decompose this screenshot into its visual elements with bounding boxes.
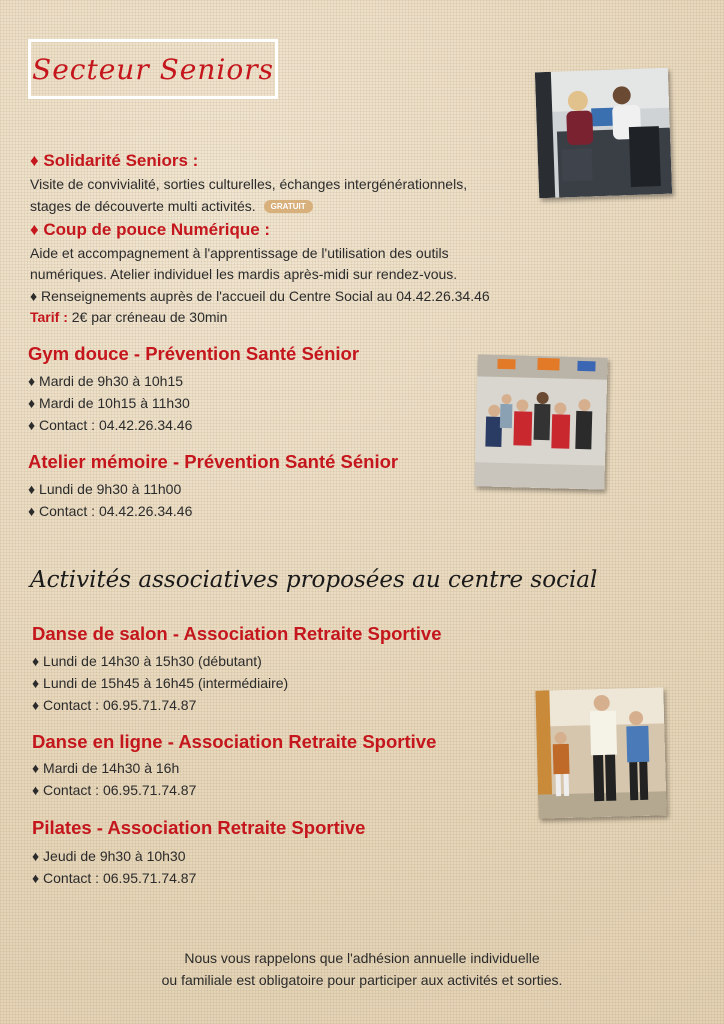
- pilates-title: Pilates - Association Retraite Sportive: [32, 817, 366, 838]
- gym-item-3: ♦ Contact : 04.42.26.34.46: [28, 417, 193, 433]
- photo-gym-group: [474, 354, 607, 489]
- solidarite-line-2: stages de découverte multi activités.: [30, 198, 256, 214]
- memoire-item-2: ♦ Contact : 04.42.26.34.46: [28, 503, 193, 519]
- salon-item-1: ♦ Lundi de 14h30 à 15h30 (débutant): [32, 653, 262, 669]
- ligne-item-2: ♦ Contact : 06.95.71.74.87: [32, 782, 197, 798]
- tarif-label: Tarif :: [30, 309, 68, 325]
- gym-item-1: ♦ Mardi de 9h30 à 10h15: [28, 373, 184, 389]
- gym-item-2: ♦ Mardi de 10h15 à 11h30: [28, 395, 190, 411]
- salon-item-2: ♦ Lundi de 15h45 à 16h45 (intermédiaire): [32, 675, 289, 691]
- solidarite-heading: ♦ Solidarité Seniors :: [30, 151, 199, 170]
- gratuit-badge: GRATUIT: [264, 200, 313, 213]
- pilates-item-1: ♦ Jeudi de 9h30 à 10h30: [32, 848, 186, 864]
- gym-title: Gym douce - Prévention Santé Sénior: [28, 343, 360, 364]
- page-title-box: [28, 39, 278, 99]
- tarif-line: [30, 309, 227, 325]
- numerique-heading: ♦ Coup de pouce Numérique :: [30, 220, 271, 239]
- solidarite-line-1: Visite de convivialité, sorties culturelles, échanges intergénérationnels,: [30, 176, 468, 192]
- page-title: Secteur Seniors: [32, 52, 274, 86]
- numerique-line-3: ♦ Renseignements auprès de l'accueil du Centre Social au 04.42.26.34.46: [30, 288, 490, 304]
- salon-title: Danse de salon - Association Retraite Sportive: [32, 623, 442, 644]
- associatives-title: Activités associatives proposées au centre social: [30, 567, 598, 593]
- tarif-value: 2€ par créneau de 30min: [67, 309, 228, 325]
- pilates-item-2: ♦ Contact : 06.95.71.74.87: [32, 870, 197, 886]
- numerique-line-2: numériques. Atelier individuel les mardis après-midi sur rendez-vous.: [30, 266, 458, 282]
- footer-line-1: Nous vous rappelons que l'adhésion annuelle individuelle: [184, 950, 540, 966]
- footer-line-2: ou familiale est obligatoire pour participer aux activités et sorties.: [161, 972, 563, 988]
- salon-item-3: ♦ Contact : 06.95.71.74.87: [32, 697, 197, 713]
- ligne-title: Danse en ligne - Association Retraite Sportive: [32, 731, 437, 752]
- photo-computer-workshop: [535, 68, 672, 199]
- ligne-item-1: ♦ Mardi de 14h30 à 16h: [32, 760, 180, 776]
- numerique-line-1: Aide et accompagnement à l'apprentissage de l'utilisation des outils: [30, 245, 449, 261]
- photo-dance: [535, 687, 666, 818]
- memoire-item-1: ♦ Lundi de 9h30 à 11h00: [28, 481, 182, 497]
- solidarite-line-2-wrap: [30, 198, 313, 214]
- memoire-title: Atelier mémoire - Prévention Santé Sénior: [28, 451, 399, 472]
